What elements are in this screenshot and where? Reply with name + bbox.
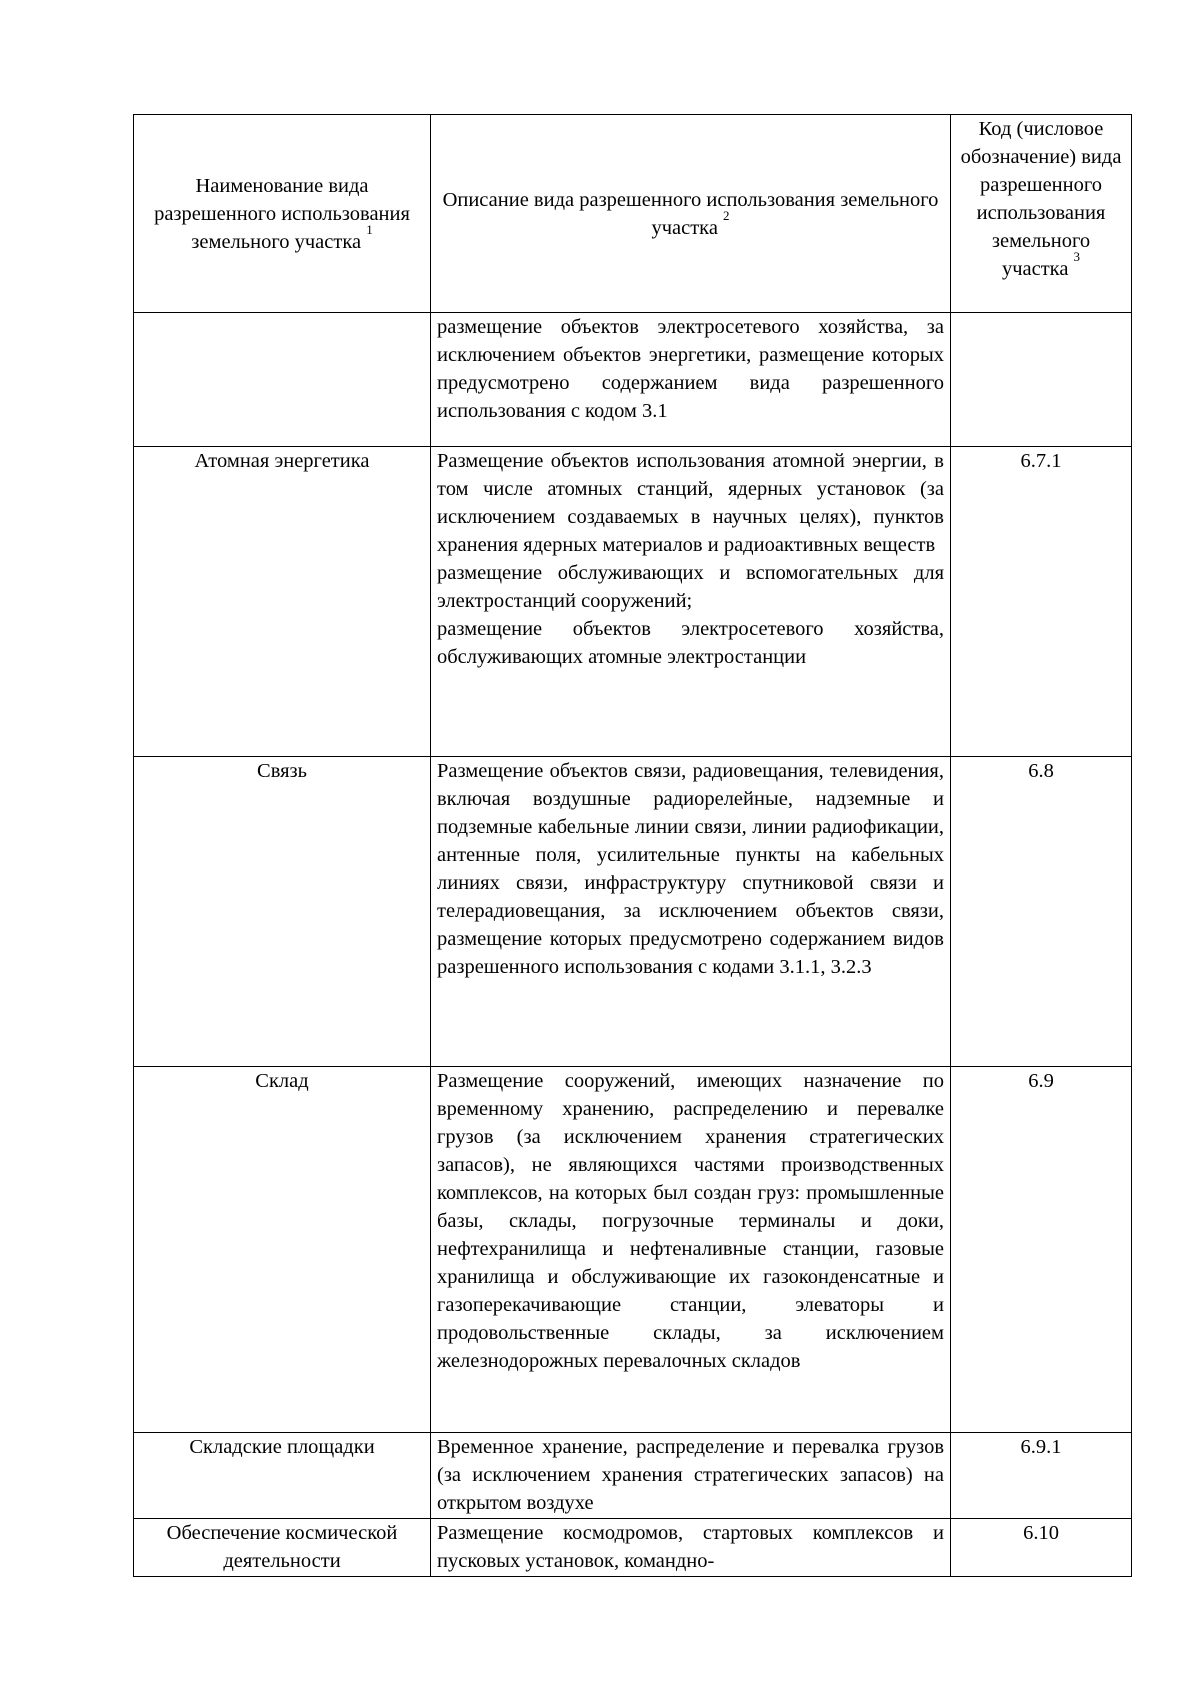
- table-row: [134, 1067, 1132, 1433]
- land-use-table: [133, 114, 1132, 1577]
- description-paragraph: размещение объектов электросетевого хозяйства, обслуживающих атомные электростанции: [437, 618, 944, 668]
- row-description: [431, 1519, 951, 1577]
- row-code: 6.7.1: [951, 447, 1132, 757]
- description-paragraph: размещение обслуживающих и вспомогательных для электростанций сооружений;: [437, 562, 944, 612]
- row-code: 6.10: [951, 1519, 1132, 1577]
- row-description: [431, 1067, 951, 1433]
- row-name: [134, 313, 431, 447]
- description-paragraph: Размещение сооружений, имеющих назначение по временному хранению, распределению и перевалке грузов (за исключением хранения стратегических запасов), не являющихся частями производственных комплексов, на которых был создан груз: промышленные базы, склады, погрузочные терминалы и доки, нефтехранилища и нефтеналивные станции, газовые хранилища и обслуживающие их газоконденсатные и газоперекачивающие станции, элеваторы и продовольственные склады, за исключением железнодорожных перевалочных складов: [437, 1070, 944, 1372]
- header-code: Код (числовое обозначение) вида разрешенного использования земельного участка $^3$: [951, 115, 1132, 313]
- description-paragraph: Размещение космодромов, стартовых комплексов и пусковых установок, командно-: [437, 1522, 944, 1572]
- header-name: Наименование вида разрешенного использования земельного участка $^1$: [134, 115, 431, 313]
- table-row: [134, 313, 1132, 447]
- table-row: [134, 447, 1132, 757]
- row-description: [431, 313, 951, 447]
- table-body: [134, 313, 1132, 1577]
- row-code: [951, 313, 1132, 447]
- row-code: 6.8: [951, 757, 1132, 1067]
- table-row: [134, 1519, 1132, 1577]
- row-name: Связь: [134, 757, 431, 1067]
- description-paragraph: размещение объектов электросетевого хозяйства, за исключением объектов энергетики, размещение которых предусмотрено содержанием вида разрешенного использования с кодом 3.1: [437, 316, 944, 422]
- footnote-mark-3: 3: [1073, 249, 1081, 265]
- header-description: Описание вида разрешенного использования земельного участка $^2$: [431, 115, 951, 313]
- table-header-row: [134, 115, 1132, 313]
- table-row: [134, 1433, 1132, 1519]
- row-name: Склад: [134, 1067, 431, 1433]
- description-paragraph: Размещение объектов связи, радиовещания, телевидения, включая воздушные радиорелейные, надземные и подземные кабельные линии связи, линии радиофикации, антенные поля, усилительные пункты на кабельных линиях связи, инфраструктуру спутниковой связи и телерадиовещания, за исключением объектов связи, размещение которых предусмотрено содержанием видов разрешенного использования с кодами 3.1.1, 3.2.3: [437, 760, 944, 978]
- row-name: Складские площадки: [134, 1433, 431, 1519]
- row-code: 6.9: [951, 1067, 1132, 1433]
- footnote-mark-2: 2: [723, 207, 730, 223]
- row-description: [431, 447, 951, 757]
- row-name: Обеспечение космической деятельности: [134, 1519, 431, 1577]
- row-description: [431, 757, 951, 1067]
- row-name: Атомная энергетика: [134, 447, 431, 757]
- table-row: [134, 757, 1132, 1067]
- row-code: 6.9.1: [951, 1433, 1132, 1519]
- description-paragraph: Временное хранение, распределение и перевалка грузов (за исключением хранения стратегических запасов) на открытом воздухе: [437, 1436, 944, 1514]
- description-paragraph: Размещение объектов использования атомной энергии, в том числе атомных станций, ядерных установок (за исключением создаваемых в научных целях), пунктов хранения ядерных материалов и радиоактивных веществ: [437, 450, 944, 556]
- footnote-mark-1: 1: [366, 221, 373, 237]
- row-description: [431, 1433, 951, 1519]
